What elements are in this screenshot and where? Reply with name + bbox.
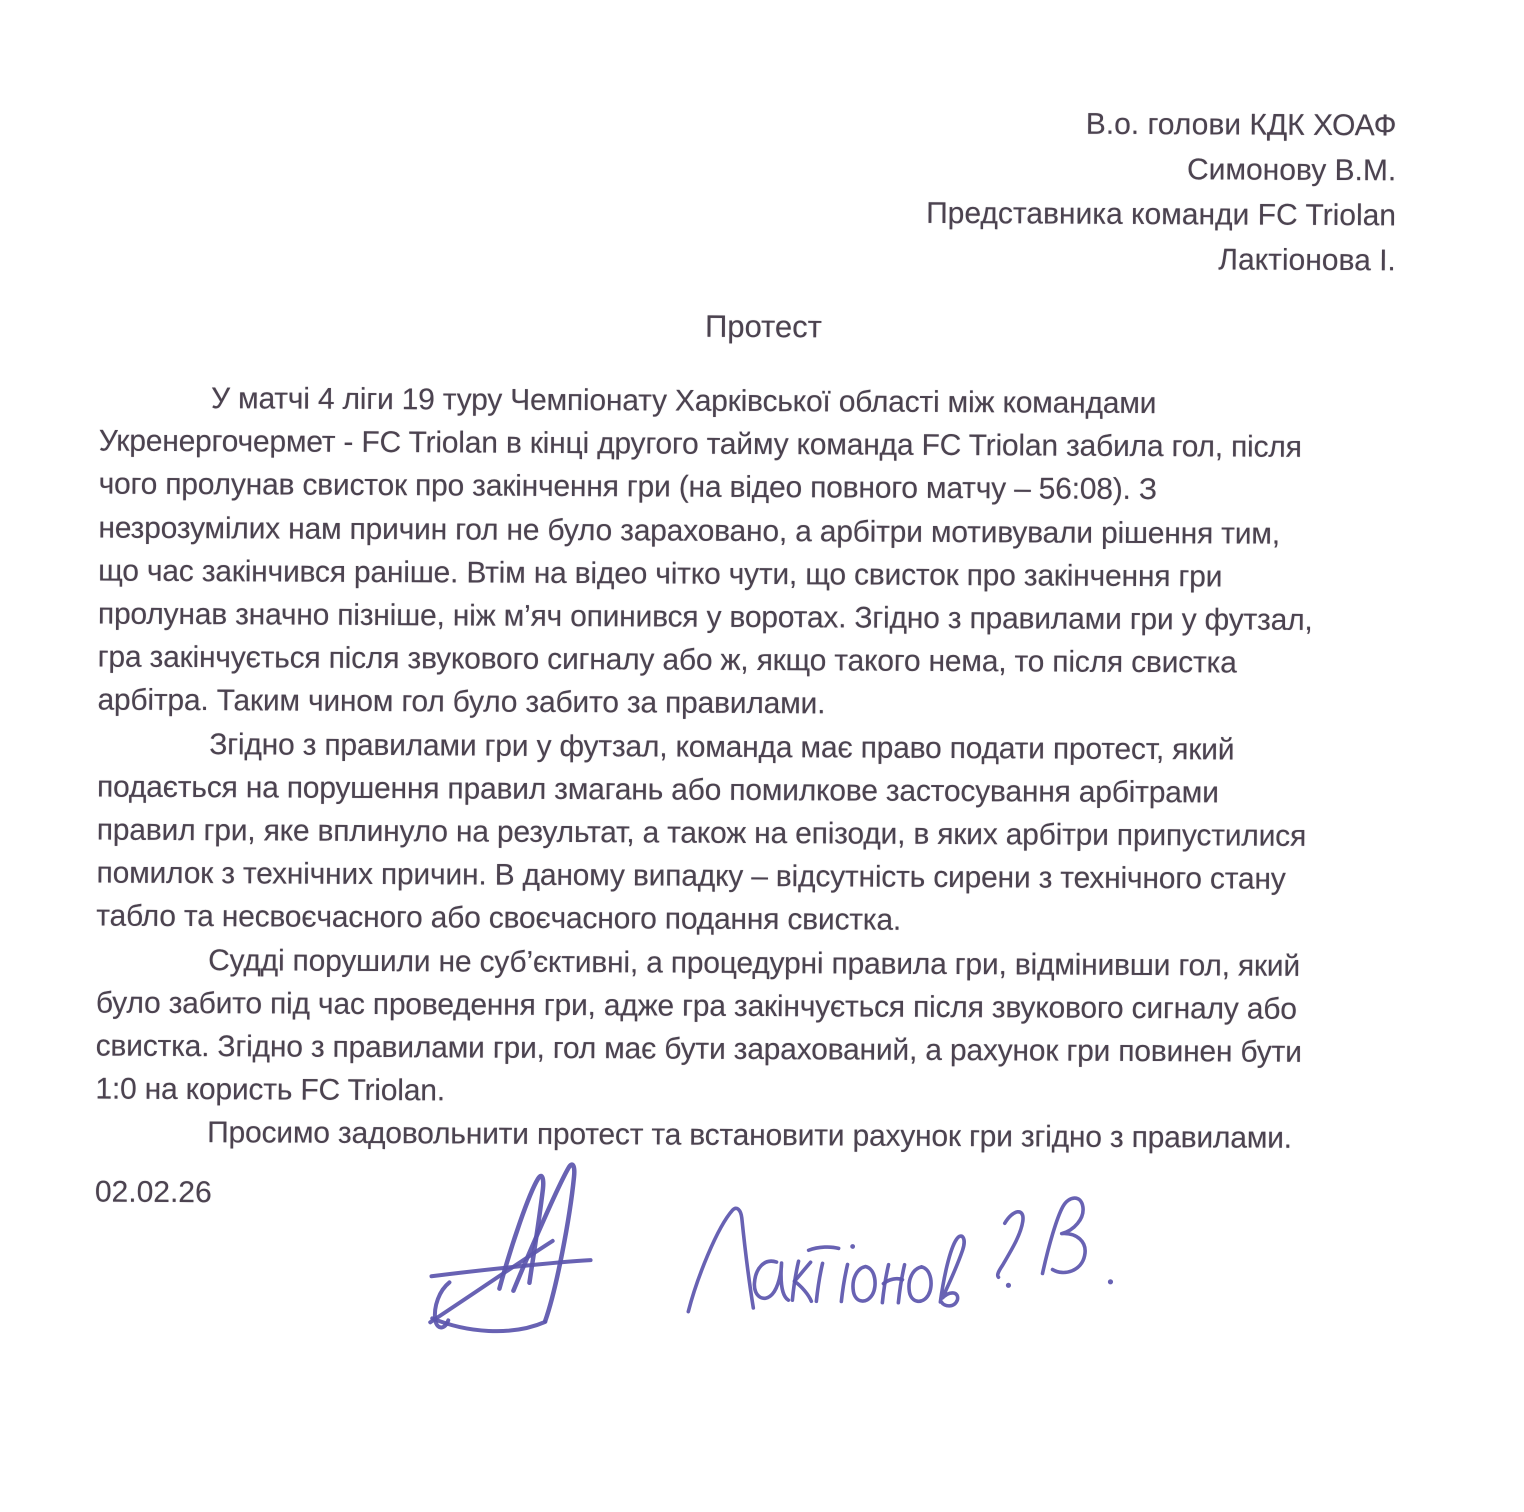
recipient-line-3: Представника команди FC Triolan [926,196,1397,233]
document-body [95,377,1501,1162]
body-paragraph-4: Просимо задовольнити протест та встановити рахунок гри згідно з правилами. [207,1116,1292,1156]
recipient-line-1: В.о. голови КДК ХОАФ [1085,107,1397,143]
body-paragraph-2: Згідно з правилами гри у футзал, команда має право подати протест, який подається на порушення правил змагань або помилкове застосування арбітрами правил гри, яке вплинуло на результат, а також на епізоди, в яких арбітри припустилися помилок з технічних причин. В даному випадку – відсутність сирени з технічного стану табло та несвоєчасного або своєчасного подання свистка. [96,727,1307,938]
signature-initials-handwriting [998,1198,1114,1289]
document-date: 02.02.26 [94,1175,212,1210]
body-paragraph-3: Судді порушили не суб’єктивні, а процедурні правила гри, відмінивши гол, який було забито під час проведення гри, адже гра закінчується після звукового сигналу або свистка. Згідно з правилами гри, гол має бути зарахований, а рахунок гри повинен бути 1:0 на користь FC Triolan. [95,943,1302,1108]
document-title: Протест [704,308,822,345]
recipient-line-2: Симонову В.М. [1186,153,1397,188]
signature-name-handwriting [688,1208,964,1313]
recipient-block [926,101,1397,283]
signature-monogram [430,1164,591,1332]
recipient-line-4: Лактіонова І. [1218,243,1396,278]
body-paragraph-1: У матчі 4 ліги 19 туру Чемпіонату Харківської області між командами Укренергочермет - FC Triolan в кінці другого тайму команда FC Triolan забила гол, після чого пролунав свисток про закінчення гри (на відео повного матчу – 56:08). З незрозумілих нам причин гол не було зараховано, а арбітри мотивували рішення тим, що час закінчився раніше. Втім на відео чітко чути, що свисток про закінчення гри пролунав значно пізніше, ніж м’яч опинився у воротах. Згідно з правилами гри у футзал, гра закінчується після звукового сигналу або ж, якщо такого нема, то після свистка арбітра. Таким чином гол було забито за правилами. [97,382,1313,721]
